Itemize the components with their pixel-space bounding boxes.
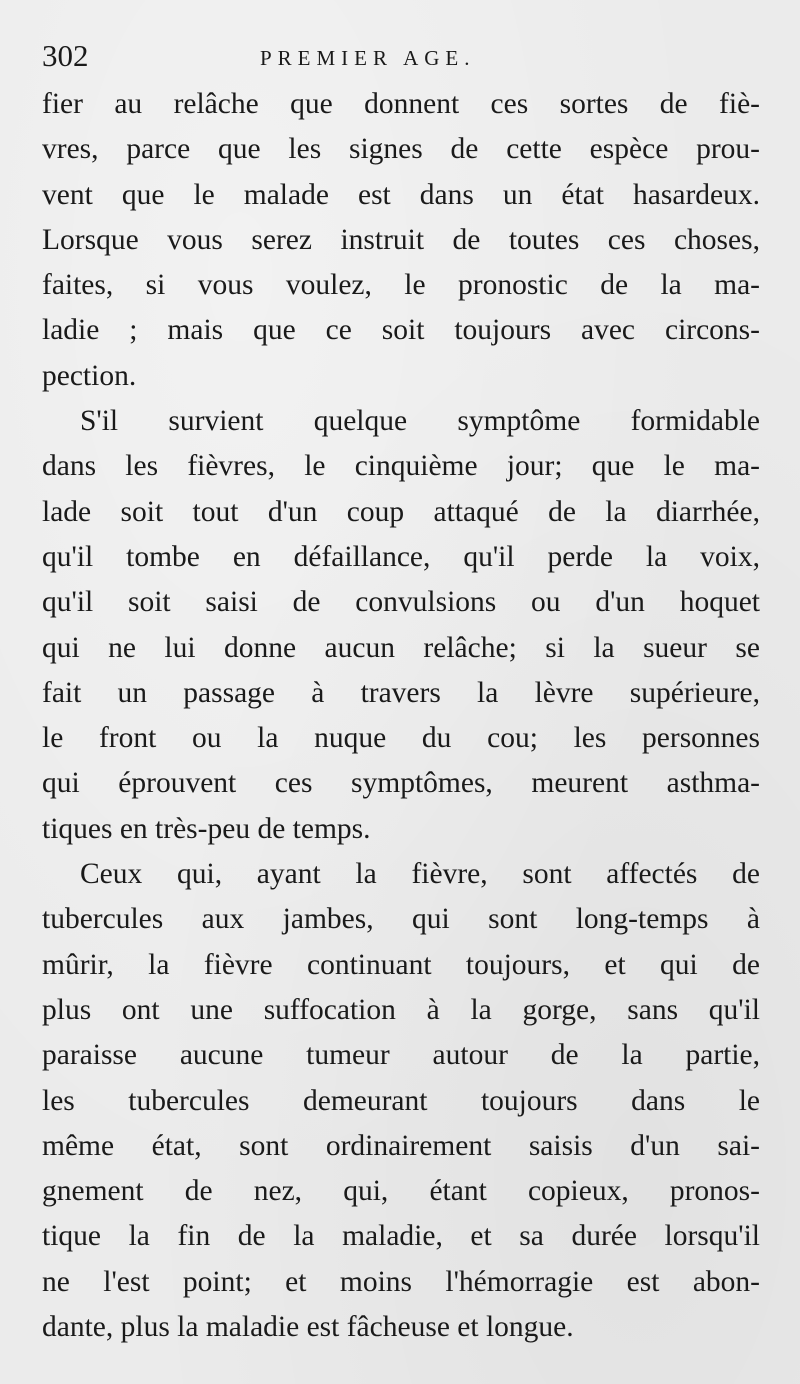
text-line: Ceux qui, ayant la fièvre, sont affectés de xyxy=(80,858,760,891)
body-text xyxy=(42,82,760,1350)
text-line: lade soit tout d'un coup attaqué de la diarrhée, xyxy=(42,495,760,528)
running-title: PREMIER AGE. xyxy=(260,46,476,70)
text-line: pection. xyxy=(42,359,137,392)
text-line: tique la fin de la maladie, et sa durée lorsqu'il xyxy=(42,1220,760,1253)
page-header xyxy=(42,36,762,76)
text-line: vres, parce que les signes de cette espèce prou- xyxy=(42,133,760,166)
text-line: vent que le malade est dans un état hasardeux. xyxy=(42,178,760,211)
paragraph xyxy=(42,852,760,1350)
paragraph xyxy=(42,399,760,852)
page-number: 302 xyxy=(42,38,89,73)
text-line: qu'il tombe en défaillance, qu'il perde la voix, xyxy=(42,540,760,573)
text-line: Lorsque vous serez instruit de toutes ces choses, xyxy=(42,223,760,256)
text-line: les tubercules demeurant toujours dans le xyxy=(42,1084,760,1117)
text-line: plus ont une suffocation à la gorge, sans qu'il xyxy=(42,993,760,1026)
text-line: fier au relâche que donnent ces sortes de fiè- xyxy=(42,88,760,120)
text-line: tubercules aux jambes, qui sont long-temps à xyxy=(42,903,760,936)
text-line: le front ou la nuque du cou; les personnes xyxy=(42,722,760,755)
text-line: qui ne lui donne aucun relâche; si la sueur se xyxy=(42,631,760,664)
text-line: gnement de nez, qui, étant copieux, pronos- xyxy=(42,1175,760,1208)
text-line: ne l'est point; et moins l'hémorragie est abon- xyxy=(42,1265,760,1298)
text-line: qui éprouvent ces symptômes, meurent asthma- xyxy=(42,767,760,800)
text-line: fait un passage à travers la lèvre supérieure, xyxy=(42,676,760,709)
text-line: même état, sont ordinairement saisis d'un sai- xyxy=(42,1129,760,1162)
text-line: dante, plus la maladie est fâcheuse et longue. xyxy=(42,1311,574,1344)
text-line: tiques en très-peu de temps. xyxy=(42,812,371,845)
paragraph xyxy=(42,82,760,399)
text-line: S'il survient quelque symptôme formidable xyxy=(80,405,760,438)
text-line: faites, si vous voulez, le pronostic de la ma- xyxy=(42,269,760,302)
text-line: mûrir, la fièvre continuant toujours, et qui de xyxy=(42,948,760,981)
text-line: ladie ; mais que ce soit toujours avec circons- xyxy=(42,314,760,347)
text-line: paraisse aucune tumeur autour de la partie, xyxy=(42,1039,760,1072)
text-line: qu'il soit saisi de convulsions ou d'un hoquet xyxy=(42,586,760,619)
text-line: dans les fièvres, le cinquième jour; que le ma- xyxy=(42,450,760,483)
